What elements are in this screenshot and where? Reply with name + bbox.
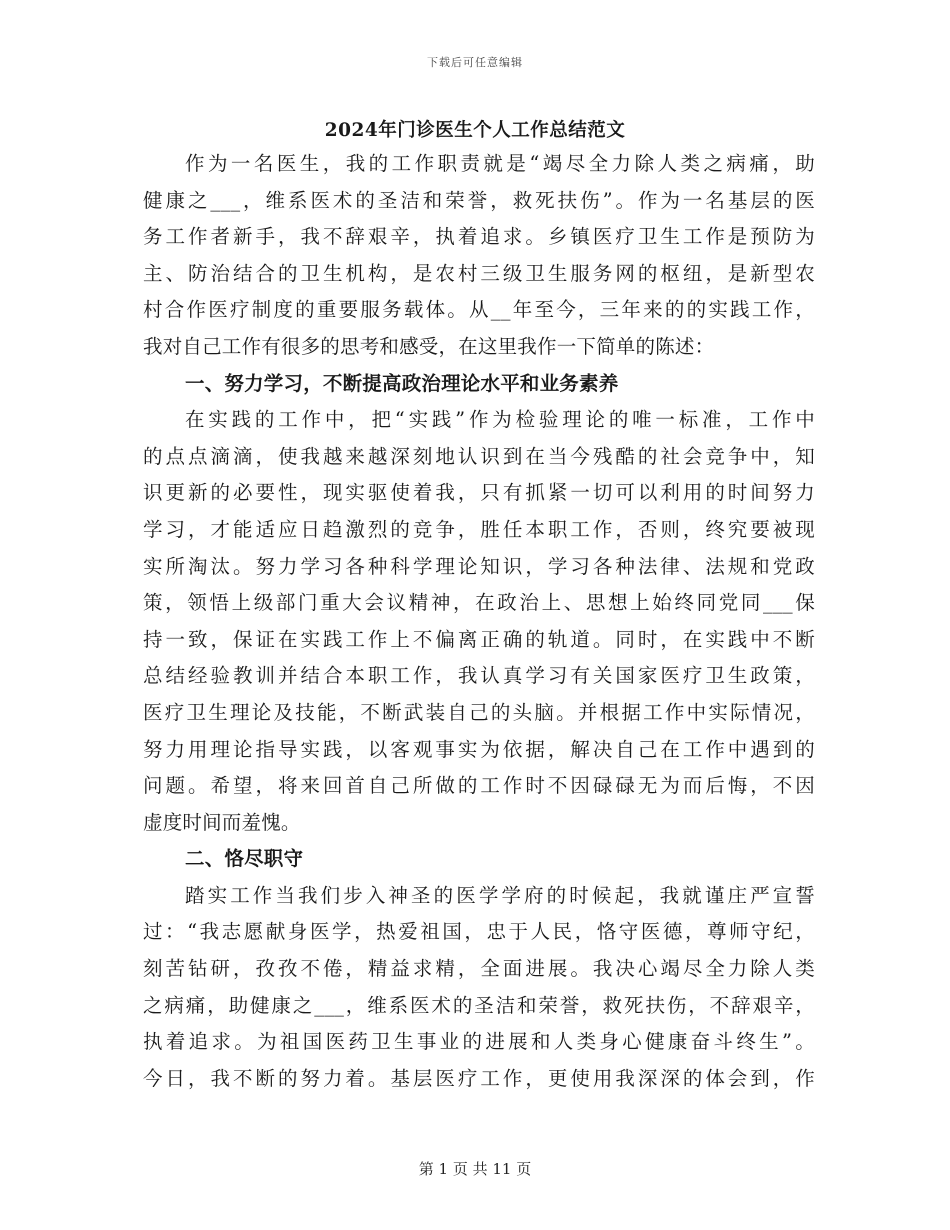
body-line: 问题。希望，将来回首自己所做的工作时不因碌碌无为而后悔，不因 [143, 774, 815, 798]
body-line: 踏实工作当我们步入神圣的医学学府的时候起，我就谨庄严宣誓 [185, 883, 815, 907]
document-title: 2024年门诊医生个人工作总结范文 [324, 120, 626, 141]
body-line: 村合作医疗制度的重要服务载体。从__年至今，三年来的的实践工作， [143, 298, 815, 322]
body-line: 健康之___，维系医术的圣洁和荣誉，救死扶伤”。作为一名基层的医 [143, 188, 815, 212]
body-line: 策，领悟上级部门重大会议精神，在政治上、思想上始终同党同___保 [143, 591, 815, 615]
body-line: 务工作者新手，我不辞艰辛，执着追求。乡镇医疗卫生工作是预防为 [143, 225, 815, 249]
body-line: 过：“我志愿献身医学，热爱祖国，忠于人民，恪守医德，尊师守纪， [143, 920, 815, 944]
body-line: 刻苦钻研，孜孜不倦，精益求精，全面进展。我决心竭尽全力除人类 [143, 957, 815, 981]
body-line: 总结经验教训并结合本职工作，我认真学习有关国家医疗卫生政策， [143, 664, 815, 688]
body-line: 的点点滴滴，使我越来越深刻地认识到在当今残酷的社会竞争中，知 [143, 444, 815, 468]
body-line: 努力用理论指导实践，以客观事实为依据，解决自己在工作中遇到的 [143, 737, 815, 761]
body-line: 虚度时间而羞愧。 [143, 810, 301, 834]
document-body [143, 146, 815, 1097]
body-line: 持一致，保证在实践工作上不偏离正确的轨道。同时，在实践中不断 [143, 627, 815, 651]
header-note: 下载后可任意编辑 [427, 56, 523, 69]
body-line: 今日，我不断的努力着。基层医疗工作，更使用我深深的体会到，作 [143, 1066, 815, 1090]
body-line: 学习，才能适应日趋激烈的竞争，胜任本职工作，否则，终究要被现 [143, 517, 815, 541]
body-line: 作为一名医生，我的工作职责就是“竭尽全力除人类之病痛，助 [185, 152, 815, 175]
body-line: 执着追求。为祖国医药卫生事业的进展和人类身心健康奋斗终生”。 [143, 1030, 815, 1054]
body-line: 我对自己工作有很多的思考和感受，在这里我作一下简单的陈述： [143, 334, 715, 358]
body-line: 医疗卫生理论及技能，不断武装自己的头脑。并根据工作中实际情况， [143, 700, 815, 724]
section-heading: 二、恪尽职守 [185, 847, 304, 871]
page-number: 第 1 页 共 11 页 [418, 1160, 532, 1178]
body-line: 实所淘汰。努力学习各种科学理论知识，学习各种法律、法规和党政 [143, 554, 815, 578]
body-line: 主、防治结合的卫生机构，是农村三级卫生服务网的枢纽，是新型农 [143, 261, 815, 285]
body-line: 在实践的工作中，把“实践”作为检验理论的唯一标准，工作中 [185, 408, 815, 432]
body-line: 识更新的必要性，现实驱使着我，只有抓紧一切可以利用的时间努力 [143, 481, 815, 505]
body-line: 之病痛，助健康之___，维系医术的圣洁和荣誉，救死扶伤，不辞艰辛， [143, 993, 815, 1017]
section-heading: 一、努力学习，不断提高政治理论水平和业务素养 [185, 371, 619, 395]
